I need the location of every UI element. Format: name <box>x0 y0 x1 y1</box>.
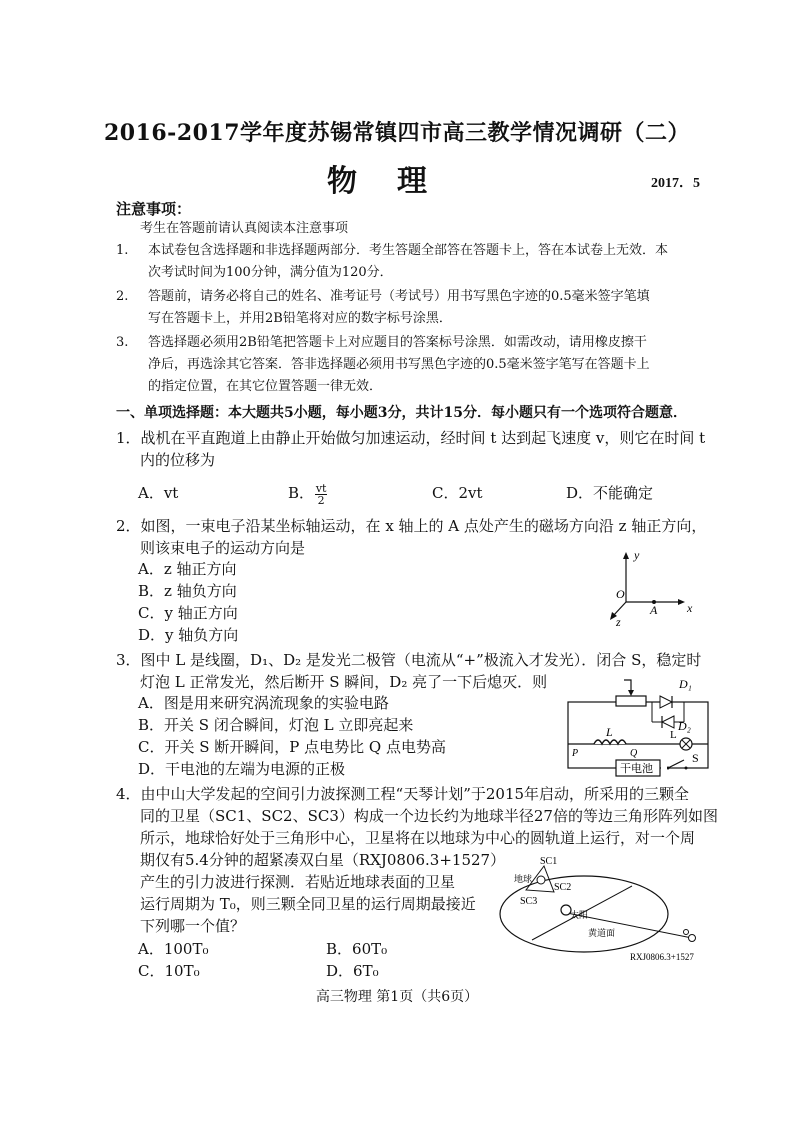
axis-label-x: x <box>687 601 693 615</box>
q2-option-b: B．z 轴负方向 <box>138 582 237 600</box>
exam-date: 2017．5 <box>651 176 700 191</box>
section-heading: 一、单项选择题：本大题共5小题，每小题3分，共计15分．每小题只有一个选项符合题意． <box>116 405 687 421</box>
orbit-figure <box>496 852 716 964</box>
q4-option-c: C．10T₀ <box>138 962 200 980</box>
q1-option-c: C．2vt <box>432 484 483 502</box>
q2-option-a: A．z 轴正方向 <box>138 560 237 578</box>
d2-label: D₂ <box>678 719 691 733</box>
axes-figure <box>596 546 706 630</box>
note-num: 1. <box>116 243 129 258</box>
d1-label: D₁ <box>679 677 692 691</box>
point-a-label: A <box>650 603 658 617</box>
q3-option-d: D．干电池的左端为电源的正极 <box>138 760 346 778</box>
q1-option-d: D．不能确定 <box>566 484 654 502</box>
note-line: 净后，再选涂其它答案．答非选择题必须用书写黑色字迹的0.5毫米签字笔写在答题卡上 <box>148 357 650 372</box>
q3-stem: 灯泡 L 正常发光，然后断开 S 瞬间，D₂ 亮了一下后熄灭．则 <box>140 673 548 691</box>
q4-stem: 所示，地球恰好处于三角形中心，卫星将在以地球为中心的圆轨道上运行，对一个周 <box>140 829 696 847</box>
page-footer: 高三物理 第1页（共6页） <box>315 989 479 1005</box>
fraction-numerator: vt <box>315 481 327 495</box>
fraction-denominator: 2 <box>317 493 325 507</box>
q2-option-d: D．y 轴负方向 <box>138 626 239 644</box>
q1-option-b-label: B． <box>288 484 315 502</box>
battery-label: 干电池 <box>620 763 653 775</box>
sun-label: 太阳 <box>570 910 589 920</box>
q1-option-a: A．vt <box>138 484 179 502</box>
sc2-label: SC2 <box>554 882 572 893</box>
q3-option-b: B．开关 S 闭合瞬间，灯泡 L 立即亮起来 <box>138 716 414 734</box>
origin-label: O <box>616 587 625 601</box>
switch-label: S <box>692 751 699 765</box>
note-line: 本试卷包含选择题和非选择题两部分．考生答题全部答在答题卡上，答在本试卷上无效．本 <box>148 243 669 258</box>
point-p-label: P <box>572 748 579 759</box>
sc3-label: SC3 <box>520 896 538 907</box>
q4-stem: 期仅有5.4分钟的超紧凑双白星（RXJ0806.3+1527） <box>140 851 506 869</box>
note-line: 次考试时间为100分钟，满分值为120分． <box>148 265 393 280</box>
q3-stem: 3．图中 L 是线圈，D₁、D₂ 是发光二极管（电流从“+”极流入才发光）．闭合 S，稳定时 <box>116 651 702 669</box>
q4-stem: 下列哪一个值？ <box>140 917 246 935</box>
axis-label-y: y <box>634 548 640 562</box>
subject-title: 物理 <box>327 164 467 199</box>
q2-option-c: C．y 轴正方向 <box>138 604 238 622</box>
q4-stem: 运行周期为 T₀，则三颗全同卫星的运行周期最接近 <box>140 895 476 913</box>
q1-stem: 内的位移为 <box>140 451 216 469</box>
q1-option-b <box>288 482 327 506</box>
ecliptic-label: 黄道面 <box>588 928 616 938</box>
fraction <box>315 483 328 506</box>
lamp-label: L <box>670 729 677 741</box>
point-q-label: Q <box>630 748 638 759</box>
notes-intro: 考生在答题前请认真阅读本注意事项 <box>140 221 349 236</box>
sc1-label: SC1 <box>540 856 558 867</box>
note-line: 答题前，请务必将自己的姓名、准考证号（考试号）用书写黑色字迹的0.5毫米签字笔填 <box>148 289 650 304</box>
paper-title: 2016-2017学年度苏锡常镇四市高三教学情况调研（二） <box>103 120 691 146</box>
q4-stem: 4．由中山大学发起的空间引力波探测工程“天琴计划”于2015年启动，所采用的三颗全 <box>116 785 690 803</box>
note-num: 2. <box>116 289 129 304</box>
notes-heading: 注意事项： <box>116 200 192 218</box>
note-line: 答选择题必须用2B铅笔把答题卡上对应题目的答案标号涂黑．如需改动，请用橡皮擦干 <box>148 335 647 350</box>
earth-label: 地球 <box>514 874 533 884</box>
q4-option-b: B．60T₀ <box>326 940 388 958</box>
q4-stem: 同的卫星（SC1、SC2、SC3）构成一个边长约为地球半径27倍的等边三角形阵列如图 <box>140 807 718 825</box>
q4-stem: 产生的引力波进行探测．若贴近地球表面的卫星 <box>140 873 456 891</box>
coil-label: L <box>606 725 613 739</box>
note-line: 的指定位置，在其它位置答题一律无效． <box>148 379 383 394</box>
q2-stem: 则该束电子的运动方向是 <box>140 539 306 557</box>
circuit-figure <box>560 672 720 780</box>
binary-star-label: RXJ0806.3+1527 <box>630 952 694 962</box>
q1-stem: 1．战机在平直跑道上由静止开始做匀加速运动，经时间 t 达到起飞速度 v，则它在时间 t <box>116 429 706 447</box>
q4-option-d: D．6T₀ <box>326 962 379 980</box>
axis-label-z: z <box>616 615 621 629</box>
note-num: 3. <box>116 335 129 350</box>
q3-option-c: C．开关 S 断开瞬间，P 点电势比 Q 点电势高 <box>138 738 446 756</box>
q2-stem: 2．如图，一束电子沿某坐标轴运动，在 x 轴上的 A 点处产生的磁场方向沿 z 轴正方向， <box>116 517 707 535</box>
note-line: 写在答题卡上，并用2B铅笔将对应的数字标号涂黑． <box>148 311 452 326</box>
q3-option-a: A．图是用来研究涡流现象的实验电路 <box>138 694 389 712</box>
q4-option-a: A．100T₀ <box>138 940 209 958</box>
